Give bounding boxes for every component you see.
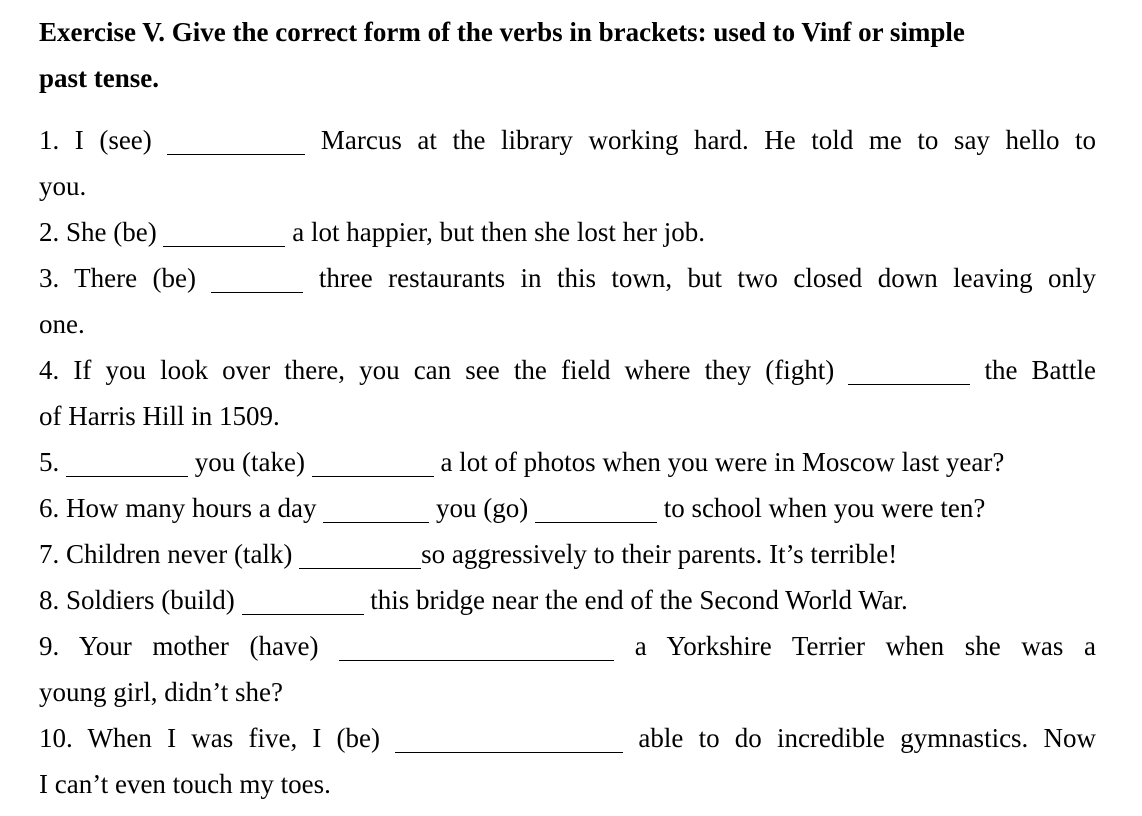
list-item-1 — [39, 117, 1096, 209]
item-10-line-2: I can’t even touch my toes. — [39, 769, 331, 799]
item-7-blank[interactable] — [299, 541, 421, 569]
item-10-line-1 — [39, 715, 1096, 761]
list-item-10 — [39, 715, 1096, 807]
item-1-prompt: 1. I (see) — [39, 125, 152, 155]
item-5-blank-2[interactable] — [312, 449, 434, 477]
item-2-continuation: a lot happier, but then she lost her job. — [292, 217, 706, 247]
item-6-blank-1[interactable] — [323, 495, 429, 523]
item-8-blank[interactable] — [242, 587, 364, 615]
item-5-middle: you (take) — [194, 447, 305, 477]
list-item-6 — [39, 485, 1096, 531]
item-9-continuation: a Yorkshire Terrier when she was a — [634, 631, 1097, 661]
list-item-2 — [39, 209, 1096, 255]
item-5-blank-1[interactable] — [66, 449, 188, 477]
item-3-prompt: 3. There (be) — [39, 263, 196, 293]
item-4-line-1 — [39, 347, 1096, 393]
item-10-continuation: able to do incredible gymnastics. Now — [638, 723, 1096, 753]
item-5-continuation: a lot of photos when you were in Moscow last year? — [440, 447, 1005, 477]
list-item-7 — [39, 531, 1096, 577]
item-9-blank[interactable] — [339, 633, 614, 661]
item-5-prompt: 5. — [39, 447, 60, 477]
item-6-continuation: to school when you were ten? — [663, 493, 986, 523]
list-item-8 — [39, 577, 1096, 623]
item-1-line-1 — [39, 117, 1096, 163]
item-4-line-2: of Harris Hill in 1509. — [39, 401, 280, 431]
item-10-prompt: 10. When I was five, I (be) — [39, 723, 381, 753]
list-item-3 — [39, 255, 1096, 347]
item-10-blank[interactable] — [395, 725, 623, 753]
list-item-5 — [39, 439, 1096, 485]
item-6-prompt: 6. How many hours a day — [39, 493, 317, 523]
item-4-blank[interactable] — [848, 357, 970, 385]
item-2-prompt: 2. She (be) — [39, 217, 157, 247]
exercise-title — [39, 9, 1096, 101]
item-3-line-1 — [39, 255, 1096, 301]
item-4-continuation: the Battle — [984, 355, 1097, 385]
item-2-blank[interactable] — [163, 219, 285, 247]
item-7-prompt: 7. Children never (talk) — [39, 539, 293, 569]
worksheet-page — [0, 9, 1142, 816]
item-1-line-2: you. — [39, 171, 87, 201]
item-6-blank-2[interactable] — [535, 495, 657, 523]
item-4-prompt: 4. If you look over there, you can see the field where they (fight) — [39, 355, 835, 385]
list-item-4 — [39, 347, 1096, 439]
item-3-continuation: three restaurants in this town, but two closed down leaving only — [318, 263, 1096, 293]
item-3-line-2: one. — [39, 309, 85, 339]
exercise-title-line-2: past tense. — [39, 63, 159, 93]
item-9-line-1 — [39, 623, 1096, 669]
exercise-list — [39, 117, 1096, 807]
list-item-9 — [39, 623, 1096, 715]
item-1-continuation: Marcus at the library working hard. He told me to say hello to — [320, 125, 1096, 155]
item-9-line-2: young girl, didn’t she? — [39, 677, 283, 707]
item-8-continuation: this bridge near the end of the Second World War. — [370, 585, 908, 615]
exercise-title-line-1: Exercise V. Give the correct form of the verbs in brackets: used to Vinf or simple — [39, 17, 965, 47]
item-9-prompt: 9. Your mother (have) — [39, 631, 319, 661]
item-6-middle: you (go) — [435, 493, 529, 523]
item-8-prompt: 8. Soldiers (build) — [39, 585, 235, 615]
item-7-continuation: so aggressively to their parents. It’s terrible! — [421, 539, 898, 569]
item-1-blank[interactable] — [167, 127, 305, 155]
item-3-blank[interactable] — [211, 265, 303, 293]
